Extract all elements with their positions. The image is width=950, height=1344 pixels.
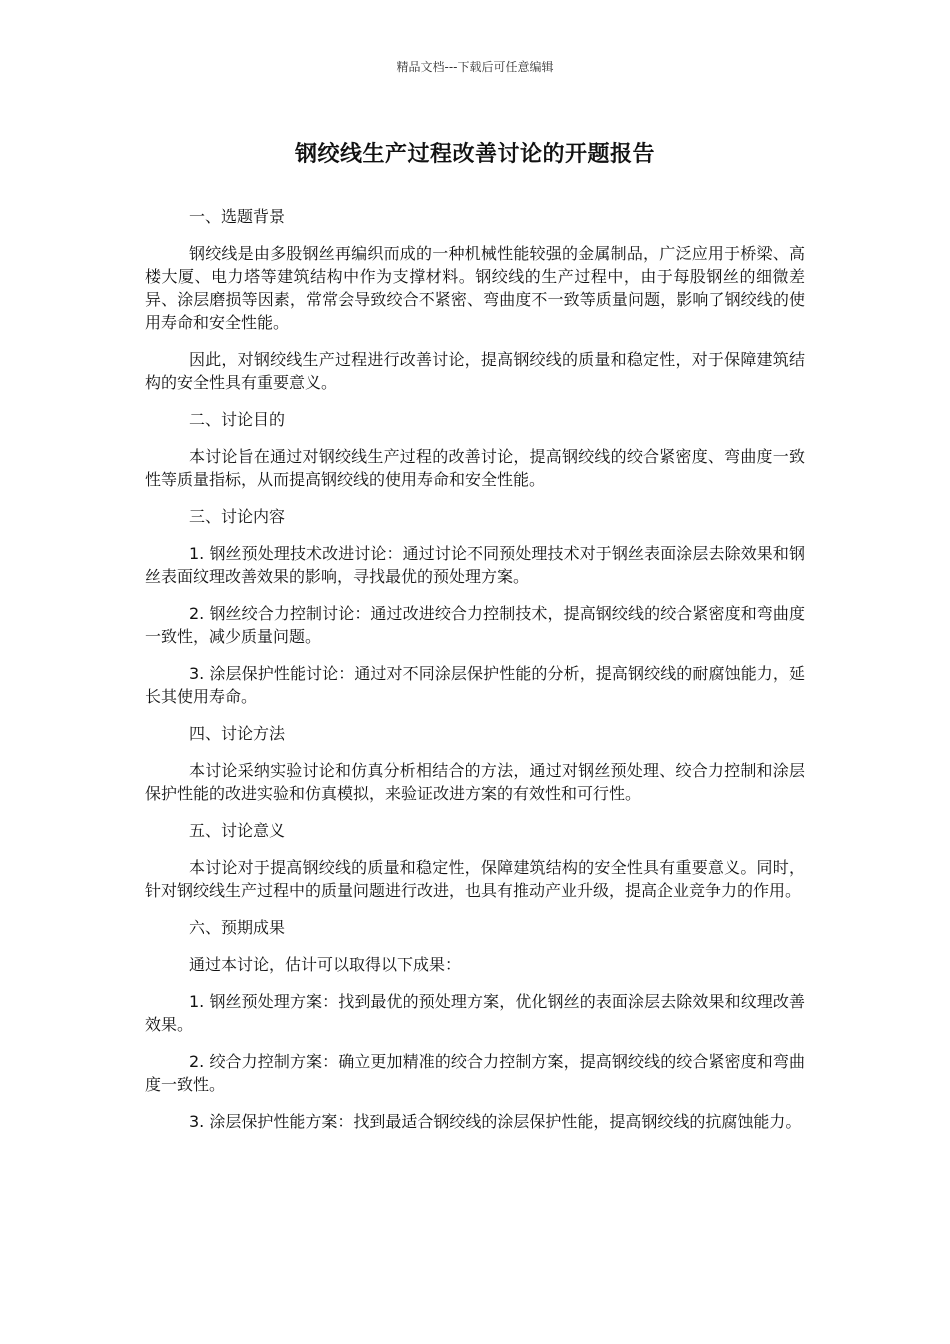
document-body (145, 205, 805, 1147)
section-heading-method: 四、讨论方法 (189, 724, 286, 743)
section-heading-outcomes: 六、预期成果 (189, 918, 286, 937)
outcome-item-1: 1. 钢丝预处理方案：找到最优的预处理方案，优化钢丝的表面涂层去除效果和纹理改善效果。 (145, 992, 805, 1034)
paragraph-significance: 本讨论对于提高钢绞线的质量和稳定性，保障建筑结构的安全性具有重要意义。同时，针对钢绞线生产过程中的质量问题进行改进，也具有推动产业升级，提高企业竞争力的作用。 (145, 858, 805, 900)
section-heading-background: 一、选题背景 (189, 207, 286, 226)
paragraph-background-significance: 因此，对钢绞线生产过程进行改善讨论，提高钢绞线的质量和稳定性，对于保障建筑结构的安全性具有重要意义。 (145, 350, 805, 392)
outcome-item-2: 2. 绞合力控制方案：确立更加精准的绞合力控制方案，提高钢绞线的绞合紧密度和弯曲度一致性。 (145, 1052, 805, 1094)
content-item-2: 2. 钢丝绞合力控制讨论：通过改进绞合力控制技术，提高钢绞线的绞合紧密度和弯曲度一致性，减少质量问题。 (145, 604, 805, 646)
section-heading-content: 三、讨论内容 (189, 507, 286, 526)
document-title: 钢绞线生产过程改善讨论的开题报告 (294, 142, 655, 167)
header-note: 精品文档---下载后可任意编辑 (396, 60, 554, 74)
content-item-1: 1. 钢丝预处理技术改进讨论：通过讨论不同预处理技术对于钢丝表面涂层去除效果和钢丝表面纹理改善效果的影响，寻找最优的预处理方案。 (145, 544, 805, 586)
outcome-item-3: 3. 涂层保护性能方案：找到最适合钢绞线的涂层保护性能，提高钢绞线的抗腐蚀能力。 (189, 1112, 802, 1131)
section-heading-significance: 五、讨论意义 (189, 821, 286, 840)
paragraph-outcomes-intro: 通过本讨论，估计可以取得以下成果： (189, 955, 462, 974)
content-item-3: 3. 涂层保护性能讨论：通过对不同涂层保护性能的分析，提高钢绞线的耐腐蚀能力，延长其使用寿命。 (145, 664, 805, 706)
paragraph-purpose: 本讨论旨在通过对钢绞线生产过程的改善讨论，提高钢绞线的绞合紧密度、弯曲度一致性等质量指标，从而提高钢绞线的使用寿命和安全性能。 (145, 447, 805, 489)
paragraph-method: 本讨论采纳实验讨论和仿真分析相结合的方法，通过对钢丝预处理、绞合力控制和涂层保护性能的改进实验和仿真模拟，来验证改进方案的有效性和可行性。 (145, 761, 805, 803)
section-heading-purpose: 二、讨论目的 (189, 410, 286, 429)
paragraph-background: 钢绞线是由多股钢丝再编织而成的一种机械性能较强的金属制品，广泛应用于桥梁、高楼大厦、电力塔等建筑结构中作为支撑材料。钢绞线的生产过程中，由于每股钢丝的细微差异、涂层磨损等因素，常常会导致绞合不紧密、弯曲度不一致等质量问题，影响了钢绞线的使用寿命和安全性能。 (145, 244, 805, 332)
